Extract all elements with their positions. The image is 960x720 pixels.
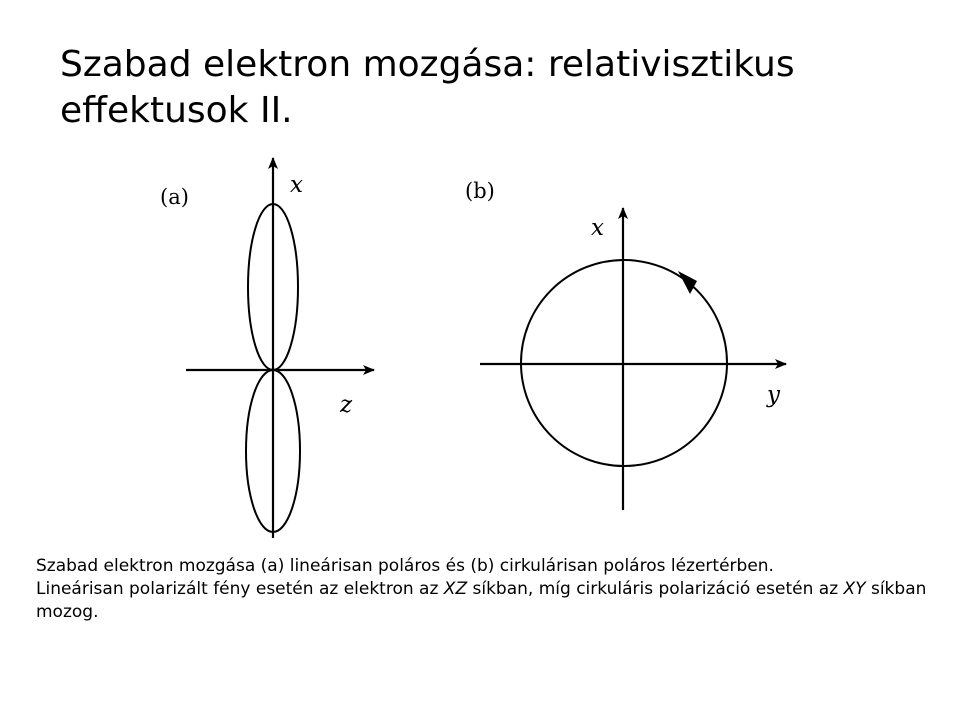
- caption-line-2: [36, 578, 946, 624]
- caption-line-2-end: síkban mozog.: [36, 579, 927, 622]
- panel-a-z-label: z: [340, 392, 353, 418]
- panel-b-label: (b): [465, 179, 495, 203]
- caption-line-2-start: Lineárisan polarizált fény esetén az elektron az: [36, 579, 444, 599]
- panel-a: [160, 158, 374, 538]
- slide-title: Szabad elektron mozgása: relativisztikus effektusok II.: [60, 44, 795, 131]
- caption-plane-xy: XY: [843, 579, 866, 599]
- panel-b-y-label: y: [767, 382, 780, 408]
- panel-b: [465, 179, 786, 510]
- panel-b-x-label: x: [591, 215, 604, 241]
- panel-b-direction-arrow: [678, 271, 697, 294]
- caption-plane-xz: XZ: [443, 579, 468, 599]
- panel-a-x-label: x: [290, 172, 303, 198]
- caption-line-1: Szabad elektron mozgása (a) lineárisan poláros és (b) cirkulárisan poláros lézertérben.: [36, 556, 774, 576]
- caption-line-2-mid: síkban, míg cirkuláris polarizáció esetén az: [467, 579, 844, 599]
- panel-a-label: (a): [160, 185, 189, 209]
- figure-caption: [36, 555, 946, 624]
